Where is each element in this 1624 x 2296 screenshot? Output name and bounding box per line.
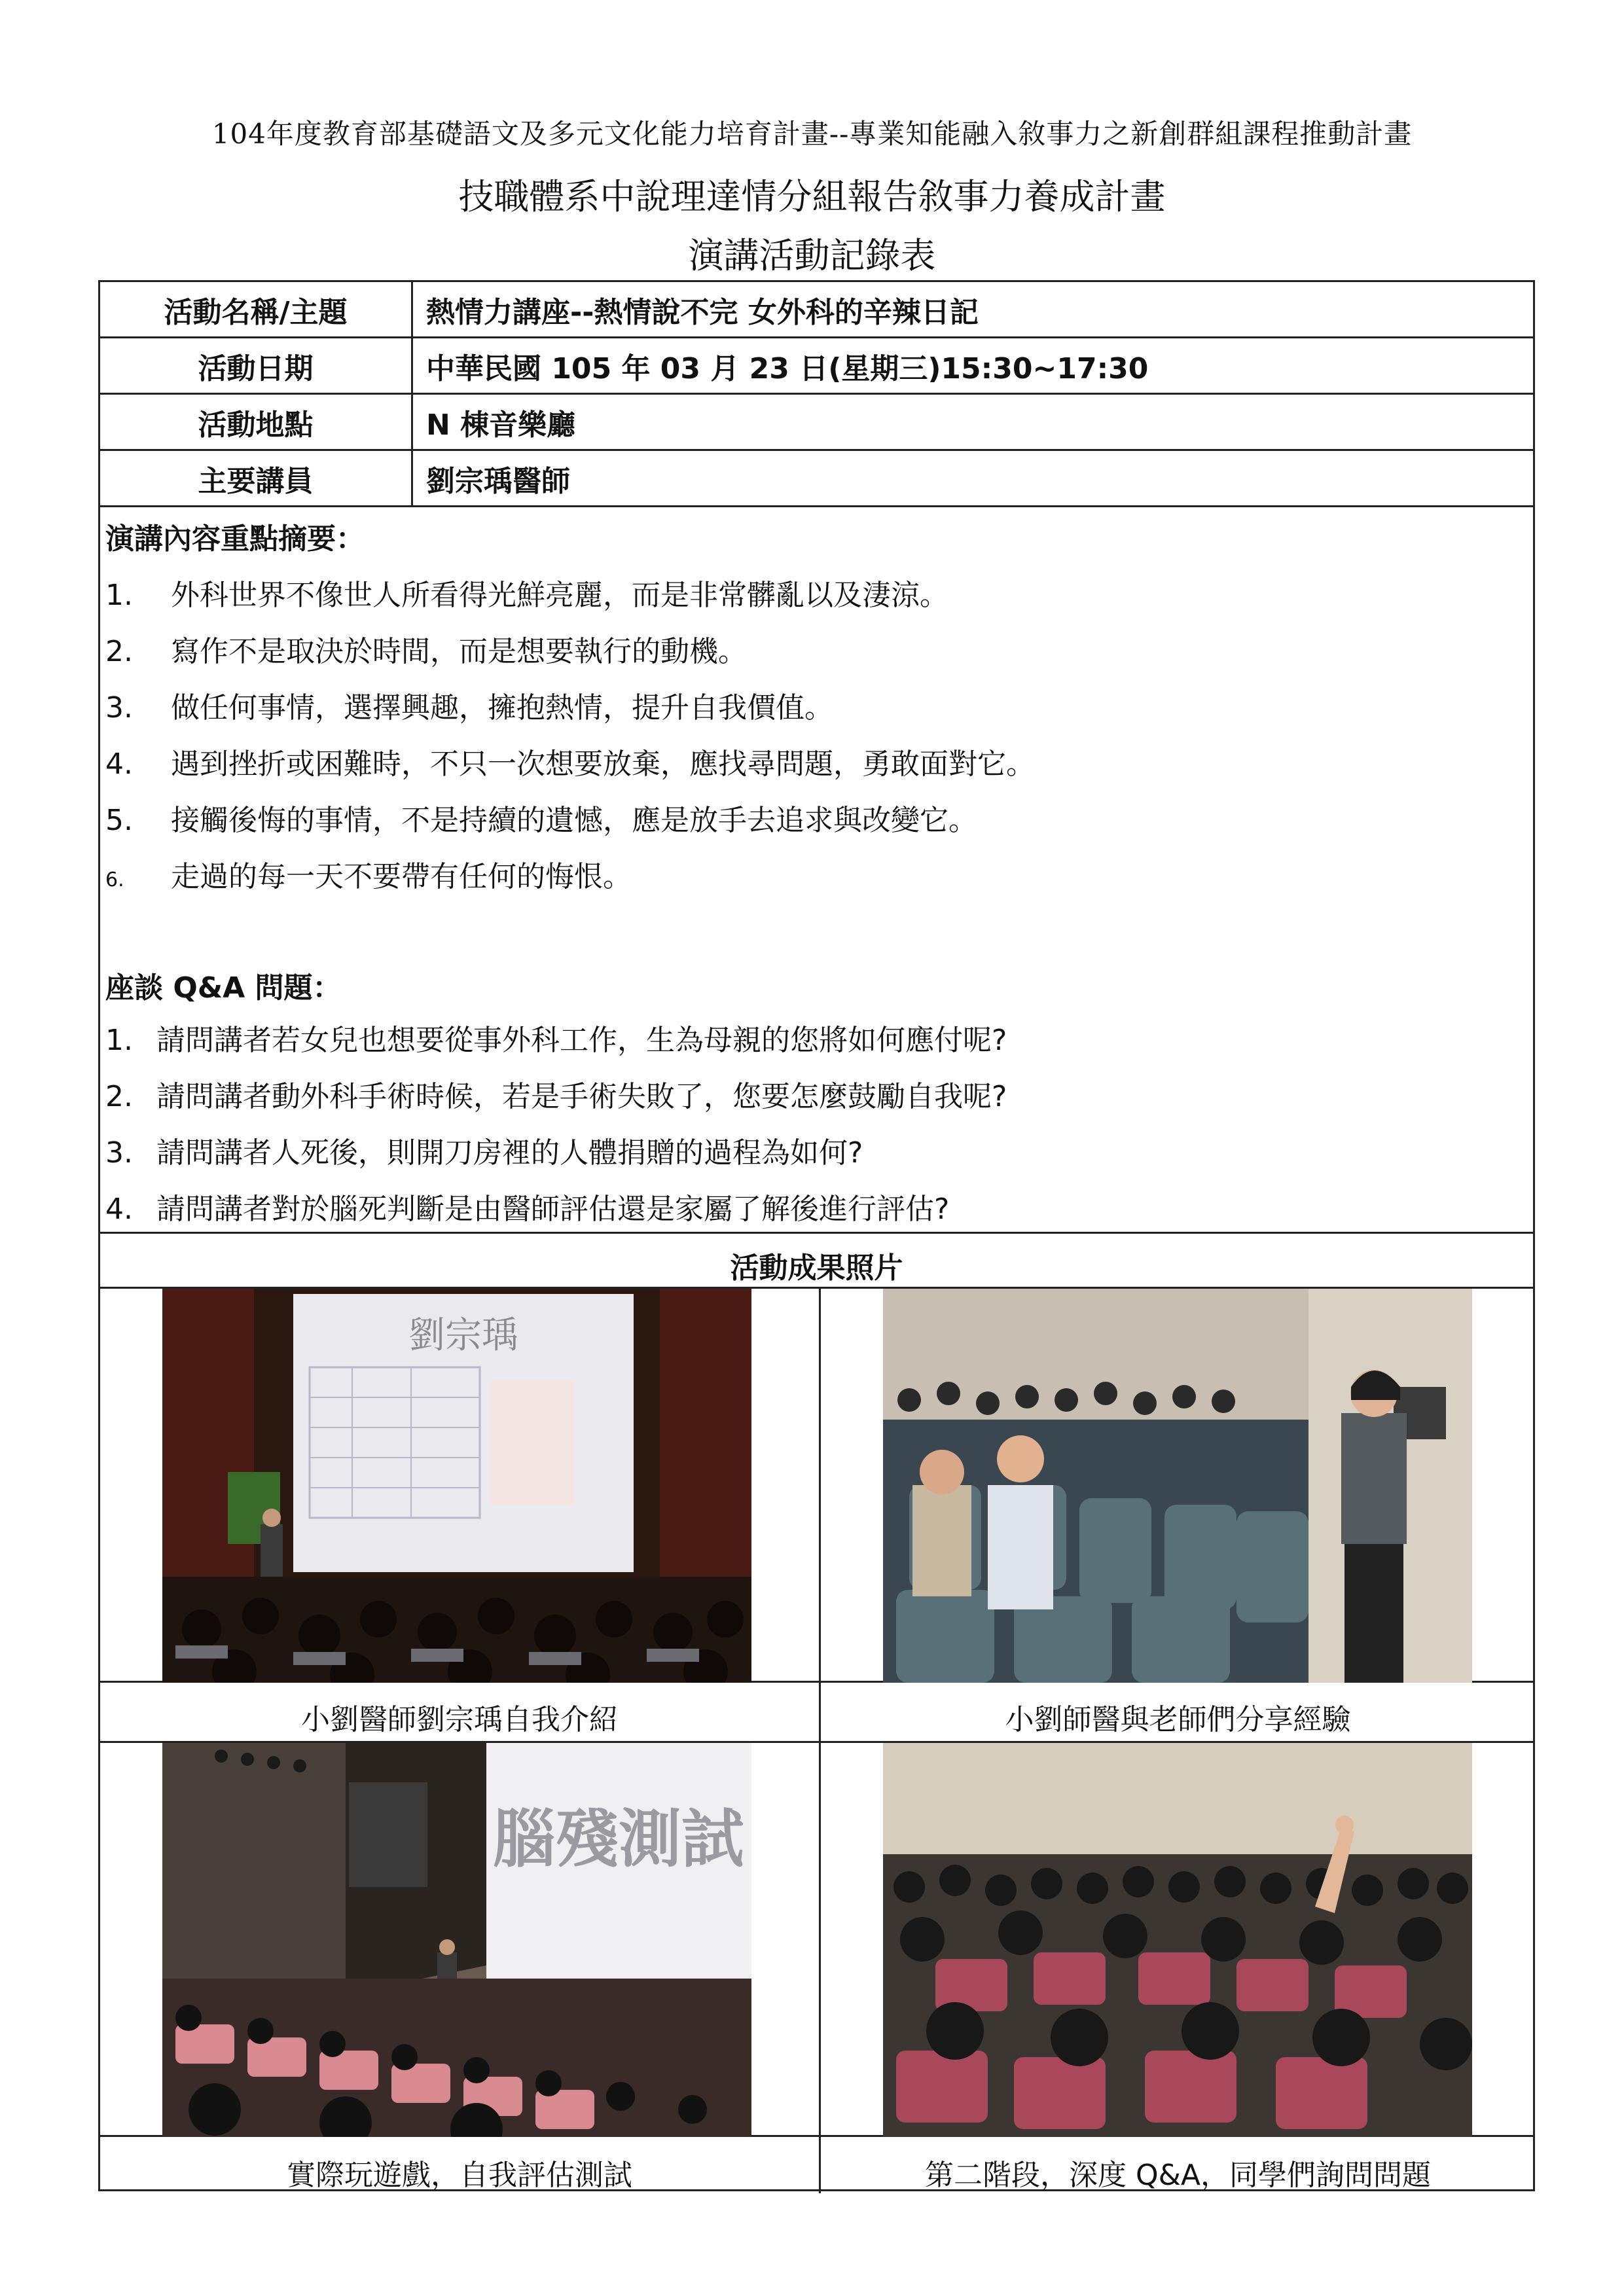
- item-text: 請問講者人死後，則開刀房裡的人體捐贈的過程為如何?: [156, 1136, 863, 1170]
- item-number: 1.: [105, 1024, 133, 1057]
- item-number: 4.: [105, 747, 133, 781]
- grid-divider: [819, 1289, 821, 2193]
- record-table: [98, 280, 1535, 2191]
- slide-name-text: 劉宗瑀: [408, 1314, 518, 1357]
- info-label: 主要講員: [100, 451, 413, 505]
- qa-item: [105, 1073, 1526, 1115]
- photo-game-self-assessment: [162, 1743, 751, 2137]
- slide-game-text: 腦殘測試: [493, 1803, 744, 1876]
- item-number: 2.: [105, 635, 133, 668]
- item-text: 遇到挫折或困難時，不只一次想要放棄，應找尋問題，勇敢面對它。: [171, 747, 1035, 781]
- info-value: 劉宗瑀醫師: [426, 464, 570, 498]
- item-text: 請問講者對於腦死判斷是由醫師評估還是家屬了解後進行評估?: [156, 1193, 950, 1226]
- summary-item: [105, 684, 1526, 726]
- qa-item: [105, 1016, 1526, 1058]
- photo-caption: 小劉師醫與老師們分享經驗: [1005, 1703, 1351, 1736]
- info-value: 中華民國 105 年 03 月 23 日(星期三)15:30~17:30: [426, 351, 1149, 386]
- qa-title: 座談 Q&A 問題：: [105, 971, 342, 1005]
- summary-item: [105, 571, 1526, 613]
- item-number: 2.: [105, 1080, 133, 1113]
- photo-students-qa: [883, 1743, 1472, 2137]
- info-value: N 棟音樂廳: [426, 408, 576, 442]
- content-block: [100, 507, 1533, 1234]
- photos-header-row: [100, 1234, 1533, 1289]
- photo-caption: 實際玩遊戲，自我評估測試: [287, 2159, 632, 2192]
- qa-item: [105, 1185, 1526, 1227]
- info-row-date: [100, 338, 1533, 395]
- header-program-line: 104年度教育部基礎語文及多元文化能力培育計畫--專業知能融入敘事力之新創群組課程推動計畫: [211, 118, 1413, 150]
- info-value: 熱情力講座--熱情說不完 女外科的辛辣日記: [426, 295, 979, 329]
- item-number: 3.: [105, 691, 133, 725]
- summary-item: [105, 853, 1526, 895]
- summary-title: 演講內容重點摘要：: [105, 522, 365, 556]
- summary-item: [105, 797, 1526, 838]
- info-label: 活動地點: [100, 395, 413, 449]
- header-plan-title: 技職體系中說理達情分組報告敘事力養成計畫: [458, 176, 1166, 217]
- item-text: 外科世界不像世人所看得光鮮亮麗，而是非常髒亂以及淒涼。: [171, 579, 948, 612]
- item-text: 接觸後悔的事情，不是持續的遺憾，應是放手去追求與改變它。: [171, 804, 977, 837]
- item-text: 請問講者動外科手術時候，若是手術失敗了，您要怎麼鼓勵自我呢?: [156, 1080, 1007, 1113]
- item-text: 寫作不是取決於時間，而是想要執行的動機。: [171, 635, 747, 668]
- info-label: 活動日期: [100, 338, 413, 393]
- summary-item: [105, 740, 1526, 782]
- photo-self-introduction: [162, 1289, 751, 1683]
- summary-item: [105, 628, 1526, 670]
- qa-item: [105, 1129, 1526, 1171]
- info-row-topic: [100, 282, 1533, 338]
- item-text: 做任何事情，選擇興趣，擁抱熱情，提升自我價值。: [171, 691, 833, 725]
- header-form-title: 演講活動記錄表: [688, 235, 936, 276]
- item-number: 6.: [105, 869, 124, 891]
- item-text: 請問講者若女兒也想要從事外科工作，生為母親的您將如何應付呢?: [156, 1024, 1007, 1057]
- item-number: 3.: [105, 1136, 133, 1170]
- item-number: 1.: [105, 579, 133, 612]
- item-text: 走過的每一天不要帶有任何的悔恨。: [171, 860, 632, 893]
- photo-caption: 第二階段，深度 Q&A，同學們詢問問題: [924, 2159, 1432, 2192]
- photo-caption: 小劉醫師劉宗瑀自我介紹: [301, 1703, 618, 1736]
- photo-sharing-with-teachers: [883, 1289, 1472, 1683]
- item-number: 5.: [105, 804, 133, 837]
- info-row-speaker: [100, 451, 1533, 507]
- item-number: 4.: [105, 1193, 133, 1226]
- info-row-location: [100, 395, 1533, 451]
- photos-title: 活動成果照片: [730, 1251, 903, 1285]
- info-label: 活動名稱/主題: [100, 282, 413, 336]
